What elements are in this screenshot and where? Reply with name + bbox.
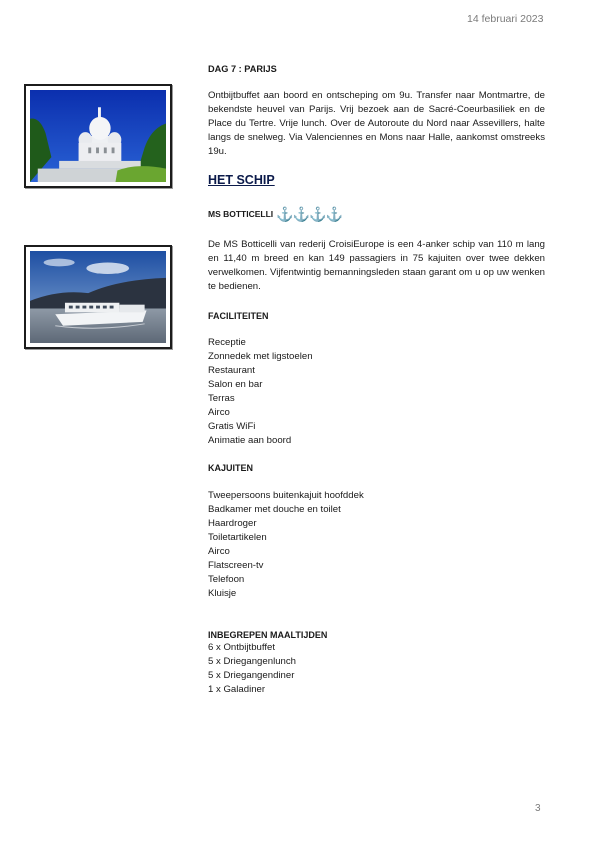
meals-title: INBEGREPEN MAALTIJDEN [208,630,328,640]
list-item: Haardroger [208,518,257,529]
list-item: Flatscreen-tv [208,560,264,571]
cabins-list [208,489,545,601]
list-item: Salon en bar [208,379,263,390]
list-item: Badkamer met douche en toilet [208,504,341,515]
ship-image [30,251,166,343]
ship-name-row [208,207,545,221]
list-item: Airco [208,546,230,557]
list-item: Gratis WiFi [208,421,256,432]
ship-description: De MS Botticelli van rederij CroisiEurope is een 4-anker schip van 110 m lang en 11,40 m breed en kan 149 passagiers in 75 kajuiten over twee dekken verwelkomen. Vijfentwintig bemanningsleden staan garant om u op uw wenken te bedienen. [208,239,545,292]
list-item: 5 x Driegangendiner [208,670,295,681]
list-item: Restaurant [208,365,255,376]
anchor-rating-icon: ⚓⚓⚓⚓ [276,206,342,222]
list-item: Telefoon [208,574,245,585]
list-item: 1 x Galadiner [208,684,266,695]
list-item: Terras [208,393,235,404]
list-item: Tweepersoons buitenkajuit hoofddek [208,490,364,501]
cabins-title: KAJUITEN [208,463,254,473]
page-number: 3 [535,803,541,814]
list-item: Receptie [208,337,246,348]
list-item: 6 x Ontbijtbuffet [208,642,276,653]
list-item: 5 x Driegangenlunch [208,656,297,667]
facilities-title: FACILITEITEN [208,311,269,321]
list-item: Zonnedek met ligstoelen [208,351,313,362]
list-item: Animatie aan boord [208,435,292,446]
section-title-ship: HET SCHIP [208,173,275,187]
day-description: Ontbijtbuffet aan boord en ontscheping om 9u. Transfer naar Montmartre, de bekendste heuvel van Parijs. Vrij bezoek aan de Sacré-Coeurbasiliek en de Place du Tertre. Vrije lunch. Over de Autoroute du Nord naar Assevillers, halte langs de snelweg. Via Valenciennes en Mons naar Halle, aankomst omstreeks 19u. [208,90,545,157]
list-item: Toiletartikelen [208,532,267,543]
list-item: Kluisje [208,588,237,599]
sacre-coeur-image [30,90,166,182]
ship-name: MS BOTTICELLI [208,209,274,219]
meals-list [208,641,545,697]
facilities-list [208,336,545,448]
list-item: Airco [208,407,230,418]
day-title: DAG 7 : PARIJS [208,64,277,74]
ship-photo [24,245,172,349]
page-date: 14 februari 2023 [467,13,544,25]
sacre-coeur-photo [24,84,172,188]
